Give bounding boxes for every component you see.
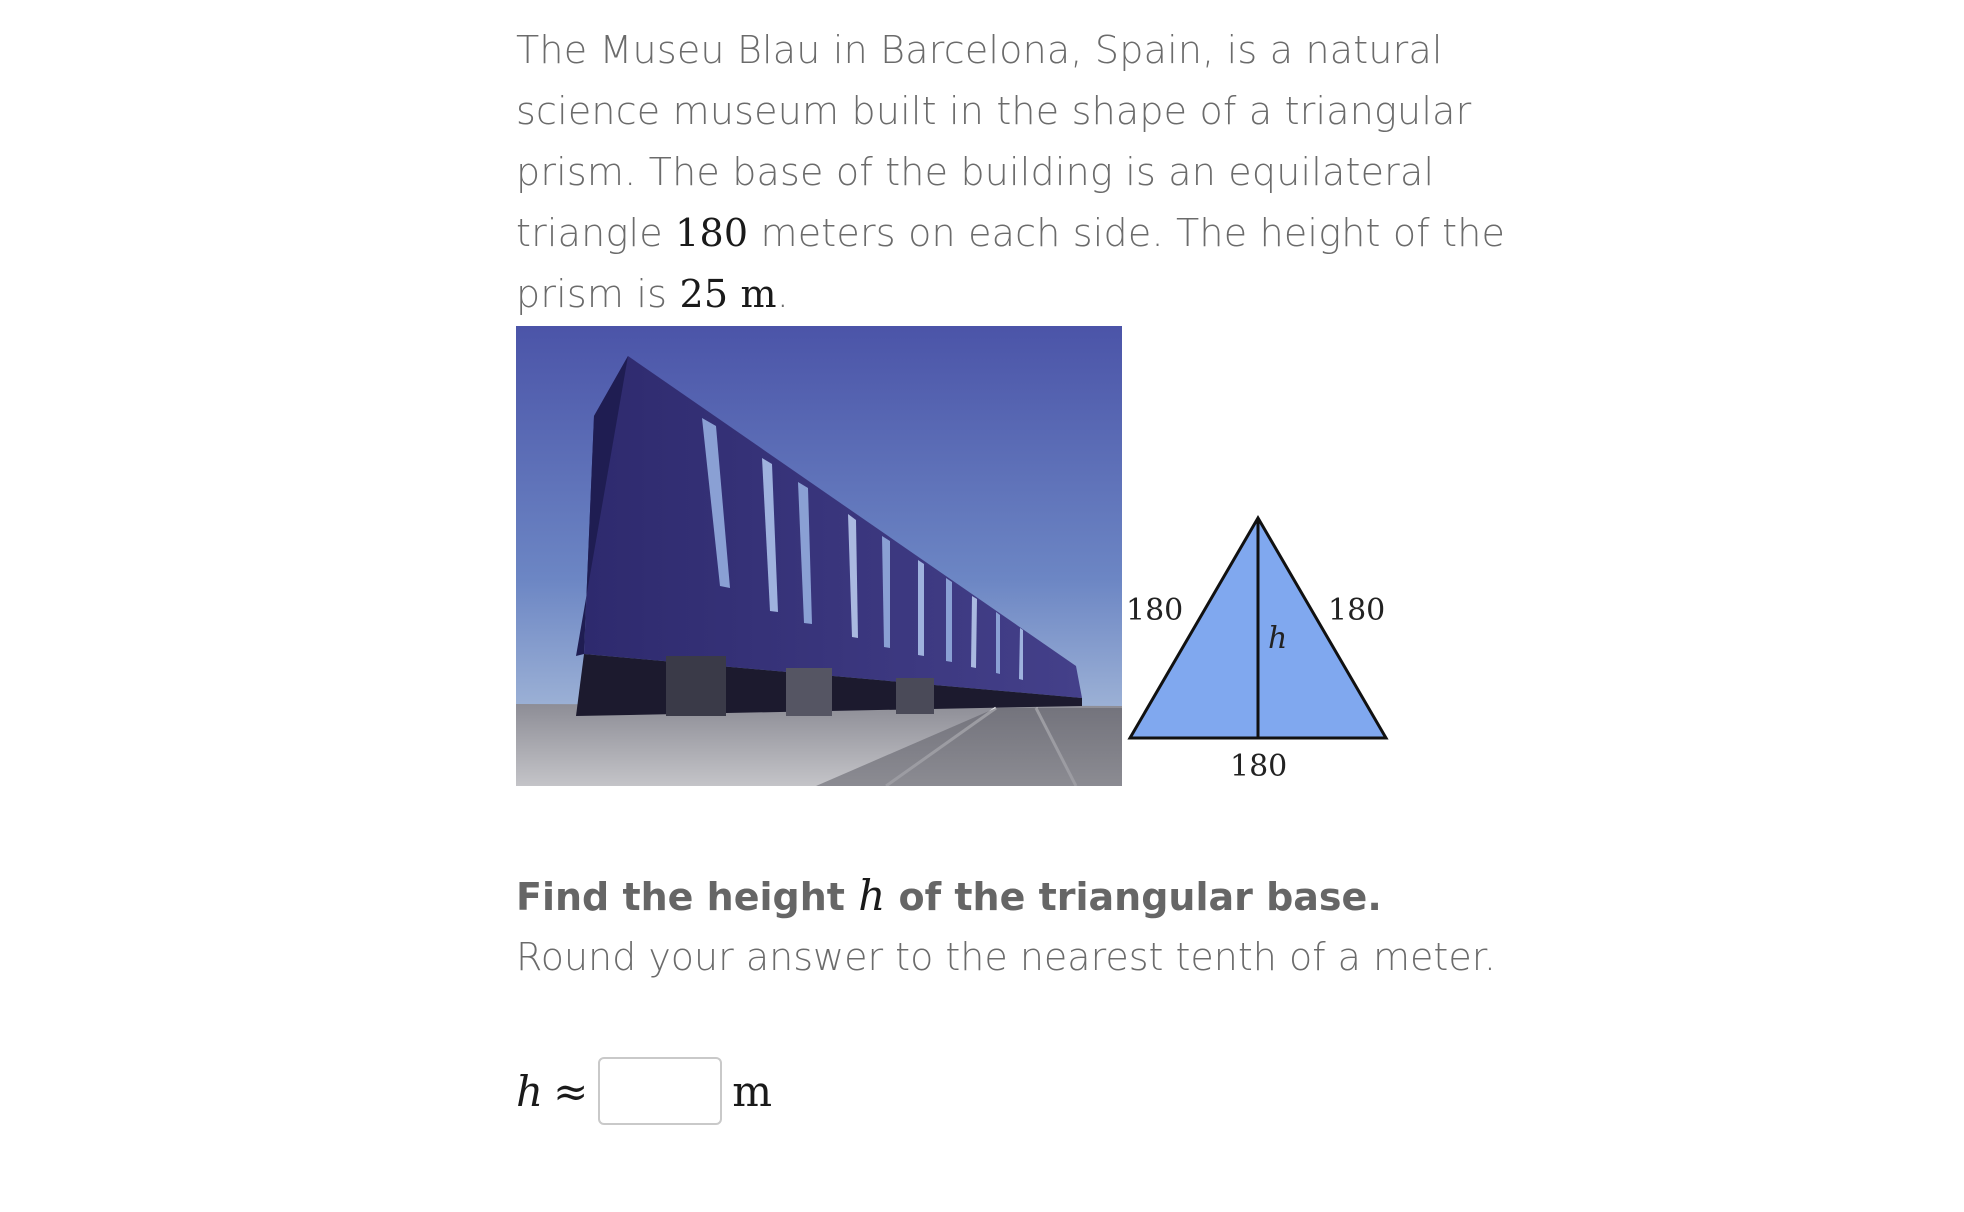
question-block — [516, 866, 1556, 987]
approx-symbol: ≈ — [553, 1066, 589, 1116]
height-label: h — [1268, 621, 1288, 656]
side-length-value: 180 — [675, 211, 749, 255]
left-side-label: 180 — [1126, 593, 1184, 628]
question-text-part2: of the triangular base. — [885, 875, 1382, 919]
answer-row — [516, 1055, 772, 1127]
answer-variable: h — [516, 1066, 544, 1116]
intro-text-part2: meters on each side. The height of the prism is — [516, 211, 1506, 316]
museum-photo — [516, 326, 1122, 786]
intro-text-part1: The Museu Blau in Barcelona, Spain, is a natural science museum built in the shape of a triangular prism. The base of the building is an equilateral triangle — [516, 28, 1472, 255]
question-text-part1: Find the height — [516, 875, 859, 919]
answer-input[interactable] — [598, 1057, 722, 1125]
problem-statement — [516, 20, 1556, 325]
rounding-instruction: Round your answer to the nearest tenth of a meter. — [516, 935, 1496, 979]
base-label: 180 — [1230, 749, 1288, 784]
right-side-label: 180 — [1328, 593, 1386, 628]
intro-text-part3: . — [776, 272, 789, 316]
question-variable: h — [858, 871, 886, 920]
triangle-diagram — [1122, 326, 1412, 788]
prism-height-value: 25 m — [679, 272, 777, 316]
question-prompt — [516, 866, 1556, 927]
figure — [516, 326, 1416, 788]
answer-unit: m — [732, 1066, 773, 1116]
